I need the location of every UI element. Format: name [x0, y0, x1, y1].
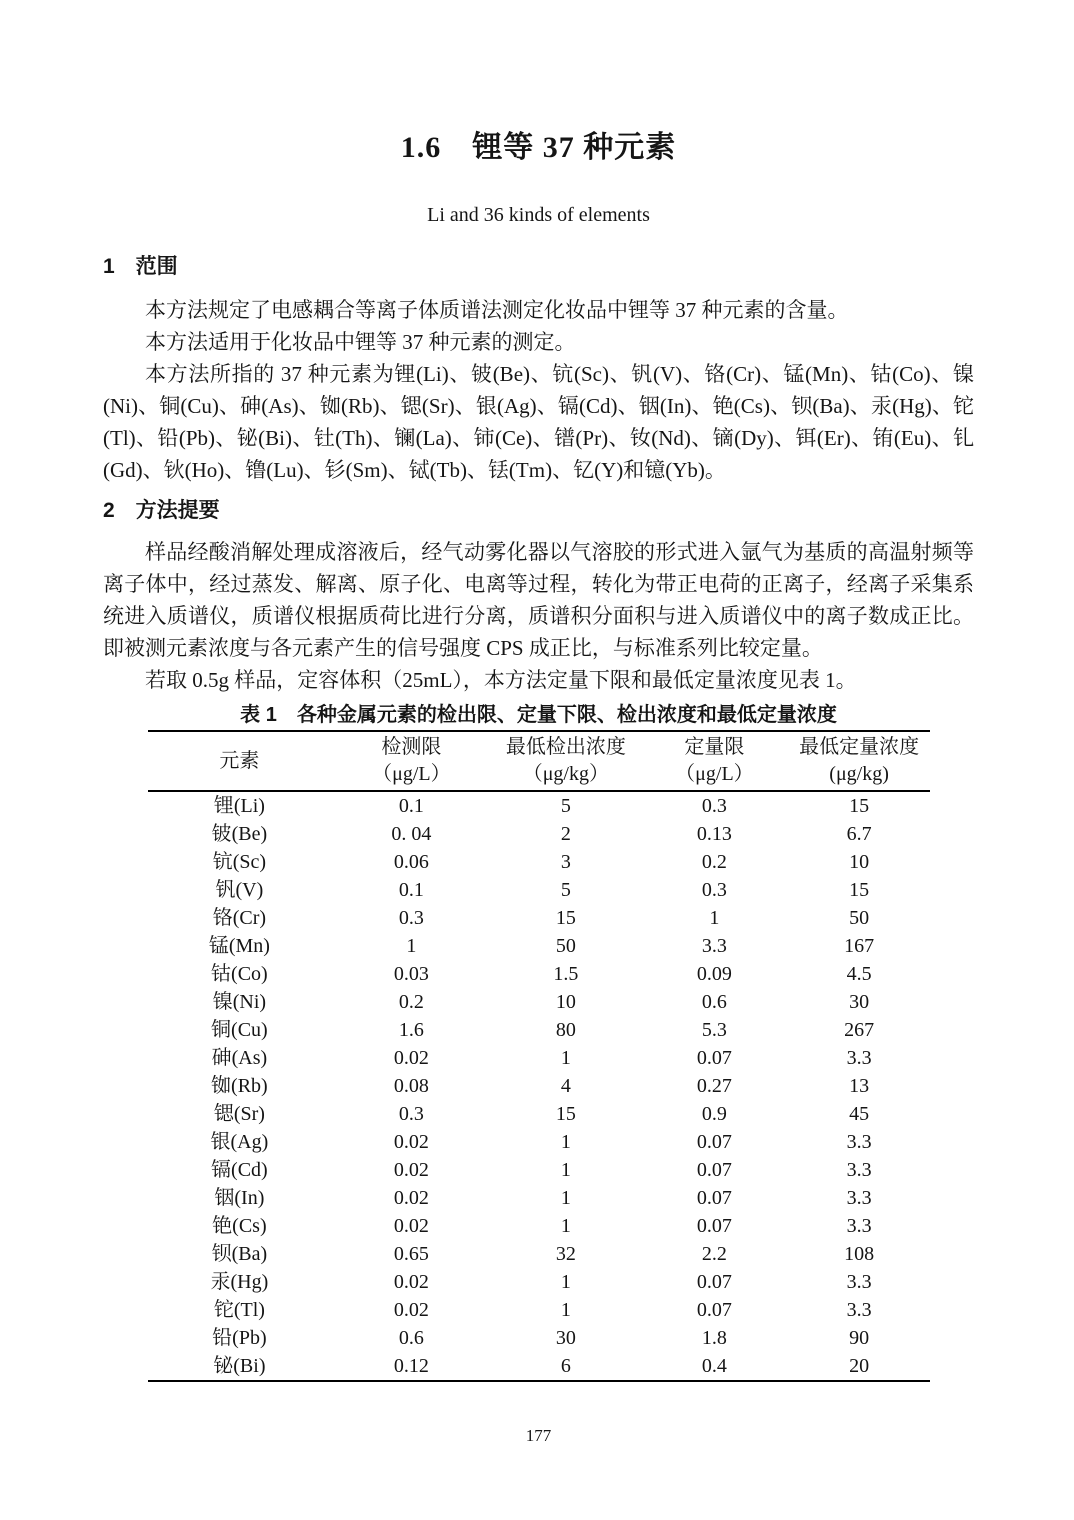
value-cell: 0.07 [696, 1299, 732, 1321]
value-cell: 0.65 [393, 1243, 429, 1265]
value-cell: 0.02 [393, 1131, 429, 1153]
value-cell: 3.3 [846, 1131, 872, 1153]
page-subtitle: Li and 36 kinds of elements [427, 204, 650, 226]
value-cell: 0.1 [398, 795, 424, 817]
table-row [148, 932, 930, 960]
element-name-cell: 铍(Be) [211, 823, 268, 845]
table-row [148, 1044, 930, 1072]
value-cell: 5 [560, 879, 571, 901]
value-cell: 4.5 [846, 963, 872, 985]
element-name-cell: 铅(Pb) [212, 1327, 267, 1349]
value-cell: 0.02 [393, 1159, 429, 1181]
element-name-cell: 锂(Li) [213, 795, 265, 817]
value-cell: 0.07 [696, 1187, 732, 1209]
column-header: 检测限 （μg/L） [372, 736, 451, 785]
value-cell: 32 [555, 1243, 576, 1265]
table-row [148, 1156, 930, 1184]
table-row [148, 1016, 930, 1044]
value-cell: 3.3 [846, 1047, 872, 1069]
value-cell: 1 [560, 1187, 571, 1209]
value-cell: 15 [555, 1103, 576, 1125]
value-cell: 1 [560, 1215, 571, 1237]
table-row [148, 960, 930, 988]
value-cell: 267 [844, 1019, 875, 1041]
value-cell: 1 [560, 1299, 571, 1321]
element-name-cell: 汞(Hg) [210, 1271, 269, 1293]
table-row [148, 1240, 930, 1268]
table-row [148, 791, 930, 820]
element-name-cell: 钡(Ba) [211, 1243, 268, 1265]
page-title: 1.6 锂等 37 种元素 [400, 131, 677, 164]
table-row [148, 1100, 930, 1128]
value-cell: 13 [849, 1075, 870, 1097]
value-cell: 6.7 [846, 823, 872, 845]
value-cell: 5.3 [701, 1019, 727, 1041]
element-name-cell: 镍(Ni) [212, 991, 267, 1013]
value-cell: 0.3 [398, 907, 424, 929]
table-row [148, 848, 930, 876]
value-cell: 3.3 [701, 935, 727, 957]
element-name-cell: 铊(Tl) [213, 1299, 265, 1321]
value-cell: 1.6 [398, 1019, 424, 1041]
value-cell: 0.13 [696, 823, 732, 845]
column-header: 元素 [219, 749, 260, 772]
table-row [148, 820, 930, 848]
value-cell: 0.02 [393, 1047, 429, 1069]
value-cell: 15 [555, 907, 576, 929]
table-row [148, 1324, 930, 1352]
paragraph-scope-statement: 本方法规定了电感耦合等离子体质谱法测定化妆品中锂等 37 种元素的含量。 [145, 298, 849, 322]
value-cell: 6 [560, 1355, 571, 1377]
table-row [148, 1296, 930, 1324]
value-cell: 0.3 [398, 1103, 424, 1125]
table-body [148, 791, 930, 1381]
value-cell: 0.03 [393, 963, 429, 985]
value-cell: 0.6 [398, 1327, 424, 1349]
value-cell: 15 [849, 795, 870, 817]
value-cell: 3 [560, 851, 571, 873]
value-cell: 0.3 [701, 879, 727, 901]
table-row [148, 904, 930, 932]
element-name-cell: 镉(Cd) [211, 1159, 268, 1181]
paragraph-element-list: 本方法所指的 37 种元素为锂(Li)、铍(Be)、钪(Sc)、钒(V)、铬(Cr)、锰(Mn)、钴(Co)、镍(Ni)、铜(Cu)、砷(As)、铷(Rb)、锶(Sr)、银(Ag)、镉(Cd)、铟(In)、铯(Cs)、钡(Ba)、汞(Hg)、铊(Tl)、铅(Pb)、铋(Bi)、钍(Th)、镧(La)、铈(Ce)、镨(Pr)、钕(Nd)、镝(Dy)、铒(Er)、铕(Eu)、钆(Gd)、钬(Ho)、镥(Lu)、钐(Sm)、铽(Tb)、铥(Tm)、钇(Y)和镱(Yb)。 [103, 362, 974, 482]
value-cell: 1 [406, 935, 417, 957]
value-cell: 0.6 [701, 991, 727, 1013]
value-cell: 0.09 [696, 963, 732, 985]
table-header [148, 731, 930, 791]
table-row [148, 876, 930, 904]
table-row [148, 1268, 930, 1296]
value-cell: 10 [555, 991, 576, 1013]
value-cell: 3.3 [846, 1159, 872, 1181]
value-cell: 50 [555, 935, 576, 957]
table-row [148, 1128, 930, 1156]
value-cell: 3.3 [846, 1187, 872, 1209]
value-cell: 0.07 [696, 1159, 732, 1181]
value-cell: 1 [560, 1131, 571, 1153]
element-name-cell: 铬(Cr) [212, 907, 267, 929]
element-name-cell: 铜(Cu) [211, 1019, 268, 1041]
value-cell: 0.08 [393, 1075, 429, 1097]
value-cell: 20 [849, 1355, 870, 1377]
value-cell: 3.3 [846, 1215, 872, 1237]
table-caption: 表 1 各种金属元素的检出限、定量下限、检出浓度和最低定量浓度 [240, 704, 837, 726]
table-row [148, 988, 930, 1016]
table-row [148, 1212, 930, 1240]
value-cell: 0.1 [398, 879, 424, 901]
value-cell: 0.02 [393, 1215, 429, 1237]
value-cell: 45 [849, 1103, 870, 1125]
value-cell: 0.4 [701, 1355, 727, 1377]
value-cell: 0.02 [393, 1187, 429, 1209]
column-header: 定量限 （μg/L） [675, 736, 754, 785]
value-cell: 1 [560, 1271, 571, 1293]
value-cell: 0.07 [696, 1131, 732, 1153]
paragraph-sample-note: 若取 0.5g 样品，定容体积（25mL），本方法定量下限和最低定量浓度见表 1。 [145, 668, 857, 692]
element-name-cell: 钴(Co) [211, 963, 268, 985]
table-row [148, 1072, 930, 1100]
section-2-heading: 2 方法提要 [103, 499, 220, 522]
value-cell: 2 [560, 823, 571, 845]
value-cell: 3.3 [846, 1299, 872, 1321]
value-cell: 0. 04 [391, 823, 432, 845]
element-name-cell: 铟(In) [214, 1187, 265, 1209]
value-cell: 3.3 [846, 1271, 872, 1293]
value-cell: 1 [560, 1159, 571, 1181]
table-row [148, 1184, 930, 1212]
value-cell: 1.5 [553, 963, 579, 985]
value-cell: 50 [849, 907, 870, 929]
paragraph-applicability: 本方法适用于化妆品中锂等 37 种元素的测定。 [145, 330, 576, 354]
value-cell: 10 [849, 851, 870, 873]
element-name-cell: 钒(V) [215, 879, 264, 901]
element-name-cell: 铋(Bi) [213, 1355, 266, 1377]
value-cell: 0.06 [393, 851, 429, 873]
section-1-body [103, 294, 974, 486]
value-cell: 0.2 [701, 851, 727, 873]
value-cell: 167 [844, 935, 875, 957]
value-cell: 0.02 [393, 1299, 429, 1321]
paragraph-method-summary: 样品经酸消解处理成溶液后，经气动雾化器以气溶胶的形式进入氩气为基质的高温射频等离子体中，经过蒸发、解离、原子化、电离等过程，转化为带正电荷的正离子，经离子采集系统进入质谱仪，质谱仪根据质荷比进行分离，质谱积分面积与进入质谱仪中的离子数成正比。即被测元素浓度与各元素产生的信号强度 CPS 成正比，与标准系列比较定量。 [103, 540, 974, 660]
value-cell: 0.07 [696, 1215, 732, 1237]
element-name-cell: 钪(Sc) [212, 851, 267, 873]
value-cell: 0.02 [393, 1271, 429, 1293]
value-cell: 90 [849, 1327, 870, 1349]
value-cell: 0.12 [393, 1355, 429, 1377]
value-cell: 1 [709, 907, 720, 929]
column-header: 最低定量浓度 (μg/kg) [799, 736, 920, 785]
value-cell: 0.2 [398, 991, 424, 1013]
value-cell: 5 [560, 795, 571, 817]
elements-limits-table [148, 730, 930, 1382]
value-cell: 1.8 [701, 1327, 727, 1349]
section-2-body [103, 536, 974, 696]
element-name-cell: 铷(Rb) [211, 1075, 268, 1097]
value-cell: 1 [560, 1047, 571, 1069]
element-name-cell: 锶(Sr) [213, 1103, 265, 1125]
value-cell: 2.2 [701, 1243, 727, 1265]
value-cell: 0.9 [701, 1103, 727, 1125]
column-header: 最低检出浓度 （μg/kg） [505, 736, 626, 785]
table-row [148, 1352, 930, 1381]
value-cell: 0.3 [701, 795, 727, 817]
table-header-row [148, 731, 930, 791]
value-cell: 80 [555, 1019, 576, 1041]
section-1-heading: 1 范围 [103, 255, 178, 278]
value-cell: 0.07 [696, 1271, 732, 1293]
value-cell: 30 [849, 991, 870, 1013]
value-cell: 108 [844, 1243, 875, 1265]
value-cell: 4 [560, 1075, 571, 1097]
value-cell: 0.07 [696, 1047, 732, 1069]
value-cell: 15 [849, 879, 870, 901]
page-number: 177 [525, 1426, 552, 1445]
value-cell: 30 [555, 1327, 576, 1349]
element-name-cell: 铯(Cs) [212, 1215, 267, 1237]
element-name-cell: 银(Ag) [210, 1131, 269, 1153]
element-name-cell: 锰(Mn) [208, 935, 270, 957]
value-cell: 0.27 [696, 1075, 732, 1097]
element-name-cell: 砷(As) [211, 1047, 268, 1069]
